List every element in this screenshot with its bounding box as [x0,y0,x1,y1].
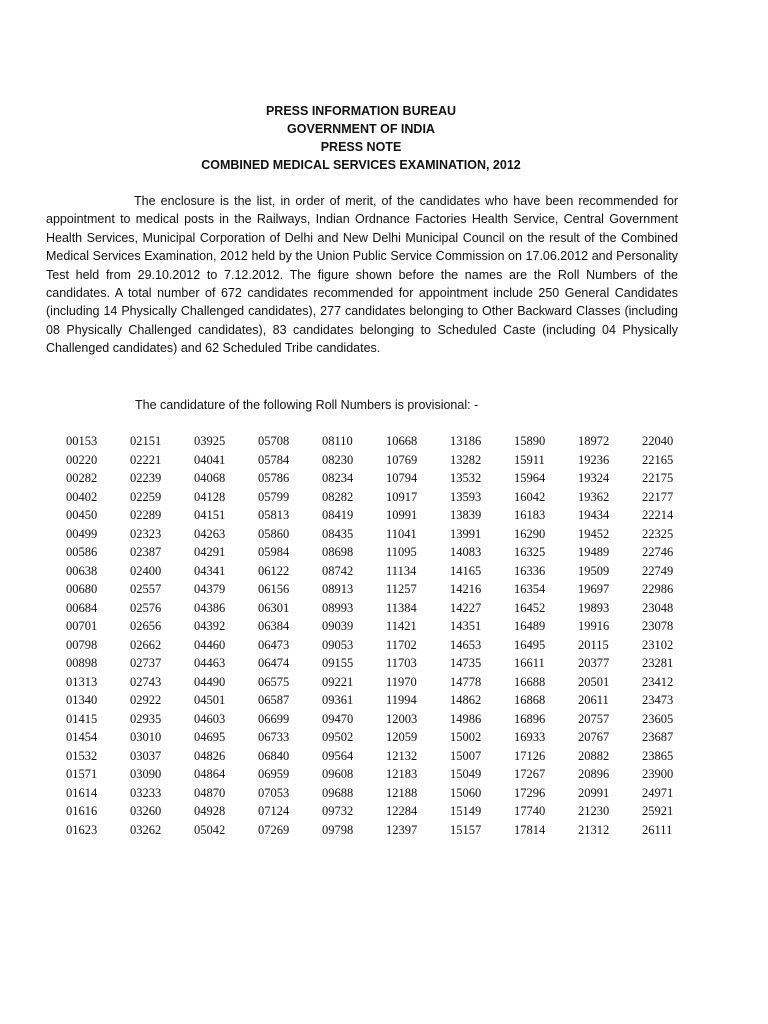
roll-number-cell: 02922 [130,693,162,707]
roll-number-cell: 09039 [322,619,354,633]
roll-number-cell: 05042 [194,822,226,837]
roll-number-cell: 23102 [642,637,674,652]
roll-number-cell: 00898 [66,656,98,670]
roll-number-cell: 15890 [514,434,546,448]
roll-number-cell: 06474 [258,656,290,670]
roll-number-cell: 02656 [130,619,162,633]
roll-number-cell: 04870 [194,785,226,800]
roll-number-cell: 22325 [642,526,674,541]
roll-number-cell: 06122 [258,563,290,578]
table-row [62,712,702,731]
roll-number-cell: 06587 [258,693,290,707]
roll-number-cell: 02557 [130,582,162,596]
roll-number-table [62,434,702,841]
roll-number-cell: 03233 [130,785,162,800]
roll-number-cell: 08230 [322,452,354,467]
roll-number-cell: 08110 [322,434,353,448]
roll-number-cell: 11703 [386,656,417,670]
roll-number-cell: 10668 [386,434,418,448]
roll-number-cell: 06959 [258,767,290,781]
roll-number-cell: 00153 [66,434,98,448]
roll-number-cell: 08698 [322,545,354,559]
roll-number-cell: 04826 [194,748,226,763]
table-row [62,582,702,601]
roll-number-cell: 04603 [194,711,226,726]
roll-number-cell: 19916 [578,619,610,633]
roll-number-cell: 03037 [130,748,162,763]
roll-number-cell: 16489 [514,619,546,633]
roll-number-cell: 00798 [66,637,98,652]
table-row [62,730,702,749]
roll-number-cell: 07269 [258,822,290,837]
roll-number-cell: 12397 [386,822,418,837]
roll-number-cell: 05784 [258,452,290,467]
roll-number-cell: 15964 [514,471,546,485]
roll-number-cell: 07053 [258,785,290,800]
roll-number-cell: 14351 [450,619,482,633]
roll-number-cell: 12183 [386,767,418,781]
roll-number-cell: 00220 [66,452,98,467]
roll-number-cell: 06840 [258,748,290,763]
roll-number-cell: 14227 [450,600,482,615]
roll-number-cell: 08913 [322,582,354,596]
roll-number-cell: 16611 [514,656,545,670]
roll-number-cell: 23605 [642,711,674,726]
roll-number-cell: 16325 [514,545,546,559]
roll-number-cell: 10794 [386,471,418,485]
roll-number-cell: 16290 [514,526,546,541]
roll-number-cell: 16495 [514,637,546,652]
roll-number-cell: 05984 [258,545,290,559]
roll-number-cell: 08282 [322,489,354,504]
roll-number-cell: 03925 [194,434,226,448]
table-row [62,434,702,453]
roll-number-cell: 01340 [66,693,98,707]
roll-number-cell: 16336 [514,563,546,578]
roll-number-cell: 14778 [450,674,482,689]
roll-number-cell: 04041 [194,452,226,467]
heading-press-note: PRESS NOTE [320,140,402,154]
roll-number-cell: 07124 [258,804,290,818]
roll-number-cell: 12003 [386,711,418,726]
roll-number-cell: 01623 [66,822,98,837]
roll-number-cell: 18972 [578,434,610,448]
roll-number-cell: 23412 [642,674,674,689]
roll-number-cell: 00282 [66,471,98,485]
roll-number-cell: 22214 [642,508,674,522]
roll-number-cell: 08742 [322,563,354,578]
roll-number-cell: 05708 [258,434,290,448]
roll-number-cell: 08435 [322,526,354,541]
roll-number-cell: 04379 [194,582,226,596]
roll-number-cell: 04864 [194,767,226,781]
roll-number-cell: 23473 [642,693,674,707]
table-row [62,453,702,472]
roll-number-cell: 14216 [450,582,482,596]
heading-exam-title: COMBINED MEDICAL SERVICES EXAMINATION, 2012 [201,158,521,172]
roll-number-cell: 01614 [66,785,98,800]
roll-number-cell: 10991 [386,508,418,522]
table-row [62,490,702,509]
roll-number-cell: 12188 [386,785,418,800]
roll-number-cell: 13282 [450,452,482,467]
roll-number-cell: 12132 [386,748,418,763]
roll-number-cell: 23865 [642,748,674,763]
roll-number-cell: 22749 [642,563,674,578]
roll-number-cell: 00402 [66,489,98,504]
table-row [62,804,702,823]
roll-number-cell: 04392 [194,619,226,633]
roll-number-cell: 13839 [450,508,482,522]
heading-bureau: PRESS INFORMATION BUREAU [265,104,457,118]
roll-number-cell: 08419 [322,508,354,522]
roll-number-cell: 02662 [130,637,162,652]
roll-number-cell: 00638 [66,563,98,578]
roll-number-cell: 11041 [386,526,417,541]
roll-number-cell: 14165 [450,563,482,578]
roll-number-cell: 02576 [130,600,162,615]
roll-number-cell: 01616 [66,804,98,818]
roll-number-cell: 15149 [450,804,482,818]
roll-number-cell: 04460 [194,637,226,652]
table-row [62,527,702,546]
roll-number-cell: 17267 [514,767,546,781]
roll-number-cell: 15060 [450,785,482,800]
roll-number-cell: 14083 [450,545,482,559]
roll-number-cell: 16452 [514,600,546,615]
roll-number-cell: 14653 [450,637,482,652]
roll-number-cell: 13532 [450,471,482,485]
roll-number-cell: 01415 [66,711,98,726]
roll-number-cell: 11257 [386,582,417,596]
roll-number-cell: 02387 [130,545,162,559]
table-row [62,786,702,805]
roll-number-cell: 02259 [130,489,162,504]
table-row [62,675,702,694]
table-row [62,767,702,786]
roll-number-cell: 09732 [322,804,354,818]
roll-number-cell: 12059 [386,730,418,744]
roll-number-cell: 22986 [642,582,674,596]
roll-number-cell: 02935 [130,711,162,726]
roll-number-cell: 09608 [322,767,354,781]
roll-number-cell: 23687 [642,730,674,744]
roll-number-cell: 22165 [642,452,674,467]
roll-number-cell: 03010 [130,730,162,744]
roll-number-cell: 02151 [130,434,162,448]
roll-number-cell: 04463 [194,656,226,670]
roll-number-cell: 00684 [66,600,98,615]
roll-number-cell: 11134 [386,563,417,578]
roll-number-cell: 19434 [578,508,610,522]
roll-number-cell: 22040 [642,434,674,448]
roll-number-cell: 05799 [258,489,290,504]
table-row [62,823,702,842]
roll-number-cell: 11970 [386,674,417,689]
roll-number-cell: 04151 [194,508,226,522]
roll-number-cell: 05860 [258,526,290,541]
roll-number-cell: 23281 [642,656,674,670]
roll-number-cell: 06156 [258,582,290,596]
roll-number-cell: 16868 [514,693,546,707]
roll-number-cell: 02323 [130,526,162,541]
table-row [62,471,702,490]
roll-number-cell: 05786 [258,471,290,485]
roll-number-cell: 26111 [642,822,673,837]
roll-number-cell: 16354 [514,582,546,596]
roll-number-cell: 10917 [386,489,418,504]
roll-number-cell: 21230 [578,804,610,818]
roll-number-cell: 19236 [578,452,610,467]
roll-number-cell: 04128 [194,489,226,504]
roll-number-cell: 04501 [194,693,226,707]
roll-number-cell: 20882 [578,748,610,763]
roll-number-cell: 09361 [322,693,354,707]
table-row [62,508,702,527]
roll-number-cell: 11384 [386,600,417,615]
roll-number-cell: 17126 [514,748,546,763]
roll-number-cell: 13186 [450,434,482,448]
roll-number-cell: 03090 [130,767,162,781]
roll-number-cell: 09155 [322,656,354,670]
roll-number-cell: 25921 [642,804,674,818]
roll-number-cell: 20501 [578,674,610,689]
roll-number-cell: 19324 [578,471,610,485]
roll-number-cell: 15911 [514,452,545,467]
roll-number-cell: 00586 [66,545,98,559]
roll-number-cell: 14986 [450,711,482,726]
roll-number-cell: 20991 [578,785,610,800]
roll-number-cell: 06301 [258,600,290,615]
roll-number-cell: 19893 [578,600,610,615]
roll-number-cell: 11421 [386,619,417,633]
roll-number-cell: 08993 [322,600,354,615]
roll-number-cell: 01571 [66,767,98,781]
roll-number-cell: 20757 [578,711,610,726]
roll-number-cell: 02289 [130,508,162,522]
roll-number-cell: 08234 [322,471,354,485]
roll-number-cell: 15049 [450,767,482,781]
roll-number-cell: 05813 [258,508,290,522]
roll-number-cell: 17296 [514,785,546,800]
roll-number-cell: 04695 [194,730,226,744]
table-row [62,564,702,583]
roll-number-cell: 04928 [194,804,226,818]
roll-number-cell: 00450 [66,508,98,522]
roll-number-cell: 09688 [322,785,354,800]
table-row [62,656,702,675]
roll-number-cell: 04263 [194,526,226,541]
roll-number-cell: 23048 [642,600,674,615]
document-heading [0,102,722,174]
roll-number-cell: 04386 [194,600,226,615]
roll-number-cell: 21312 [578,822,610,837]
roll-number-cell: 04490 [194,674,226,689]
roll-number-cell: 24971 [642,785,674,800]
roll-number-cell: 16183 [514,508,546,522]
roll-number-cell: 19489 [578,545,610,559]
roll-number-cell: 04068 [194,471,226,485]
roll-number-cell: 19452 [578,526,610,541]
roll-number-cell: 01532 [66,748,98,763]
roll-number-cell: 16688 [514,674,546,689]
roll-number-cell: 22746 [642,545,674,559]
roll-number-cell: 09221 [322,674,354,689]
roll-number-cell: 20115 [578,637,609,652]
roll-number-cell: 09502 [322,730,354,744]
roll-number-cell: 23078 [642,619,674,633]
roll-number-cell: 20896 [578,767,610,781]
roll-number-cell: 09470 [322,711,354,726]
roll-number-cell: 15002 [450,730,482,744]
table-row [62,619,702,638]
table-row [62,601,702,620]
roll-number-cell: 15007 [450,748,482,763]
roll-number-cell: 20611 [578,693,609,707]
heading-government: GOVERNMENT OF INDIA [287,122,435,136]
roll-number-cell: 17814 [514,822,546,837]
roll-number-cell: 14862 [450,693,482,707]
roll-number-cell: 20767 [578,730,610,744]
roll-number-cell: 06473 [258,637,290,652]
roll-number-cell: 22177 [642,489,674,504]
roll-number-cell: 15157 [450,822,482,837]
roll-number-cell: 10769 [386,452,418,467]
roll-number-cell: 09798 [322,822,354,837]
roll-number-cell: 09564 [322,748,354,763]
roll-number-cell: 19362 [578,489,610,504]
table-row [62,638,702,657]
roll-number-cell: 19697 [578,582,610,596]
roll-number-cell: 23900 [642,767,674,781]
roll-number-cell: 02743 [130,674,162,689]
roll-number-cell: 06384 [258,619,290,633]
roll-number-cell: 02239 [130,471,162,485]
roll-number-cell: 09053 [322,637,354,652]
roll-number-cell: 02400 [130,563,162,578]
roll-number-cell: 06575 [258,674,290,689]
roll-number-cell: 06699 [258,711,290,726]
roll-number-cell: 13991 [450,526,482,541]
roll-number-cell: 14735 [450,656,482,670]
roll-number-cell: 16896 [514,711,546,726]
roll-number-cell: 00499 [66,526,98,541]
roll-number-cell: 04341 [194,563,226,578]
roll-number-cell: 11994 [386,693,417,707]
roll-number-cell: 02221 [130,452,162,467]
roll-number-cell: 03262 [130,822,162,837]
roll-number-cell: 13593 [450,489,482,504]
roll-number-cell: 01454 [66,730,98,744]
roll-number-cell: 04291 [194,545,226,559]
roll-number-cell: 01313 [66,674,98,689]
table-row [62,693,702,712]
roll-number-cell: 17740 [514,804,546,818]
roll-number-cell: 11095 [386,545,417,559]
roll-number-cell: 00701 [66,619,98,633]
roll-number-cell: 11702 [386,637,417,652]
provisional-label: The candidature of the following Roll Numbers is provisional: - [135,398,479,412]
roll-number-cell: 00680 [66,582,98,596]
roll-number-cell: 16042 [514,489,546,504]
roll-number-cell: 16933 [514,730,546,744]
roll-number-cell: 06733 [258,730,290,744]
roll-number-cell: 19509 [578,563,610,578]
roll-number-cell: 03260 [130,804,162,818]
roll-number-cell: 02737 [130,656,162,670]
table-row [62,749,702,768]
table-row [62,545,702,564]
roll-number-cell: 12284 [386,804,418,818]
intro-paragraph: The enclosure is the list, in order of merit, of the candidates who have been recommended for appointment to medical posts in the Railways, Indian Ordnance Factories Health Service, Central Government Health Services, Municipal Corporation of Delhi and New Delhi Municipal Council on the result of the Combined Medical Services Examination, 2012 held by the Union Public Service Commission on 17.06.2012 and Personality Test held from 29.10.2012 to 7.12.2012. The figure shown before the names are the Roll Numbers of the candidates. A total number of 672 candidates recommended for appointment include 250 General Candidates (including 14 Physically Challenged candidates), 277 candidates belonging to Other Backward Classes (including 08 Physically Challenged candidates), 83 candidates belonging to Scheduled Caste (including 04 Physically Challenged candidates) and 62 Scheduled Tribe candidates. [46,194,678,356]
roll-number-cell: 22175 [642,471,674,485]
roll-number-cell: 20377 [578,656,610,670]
